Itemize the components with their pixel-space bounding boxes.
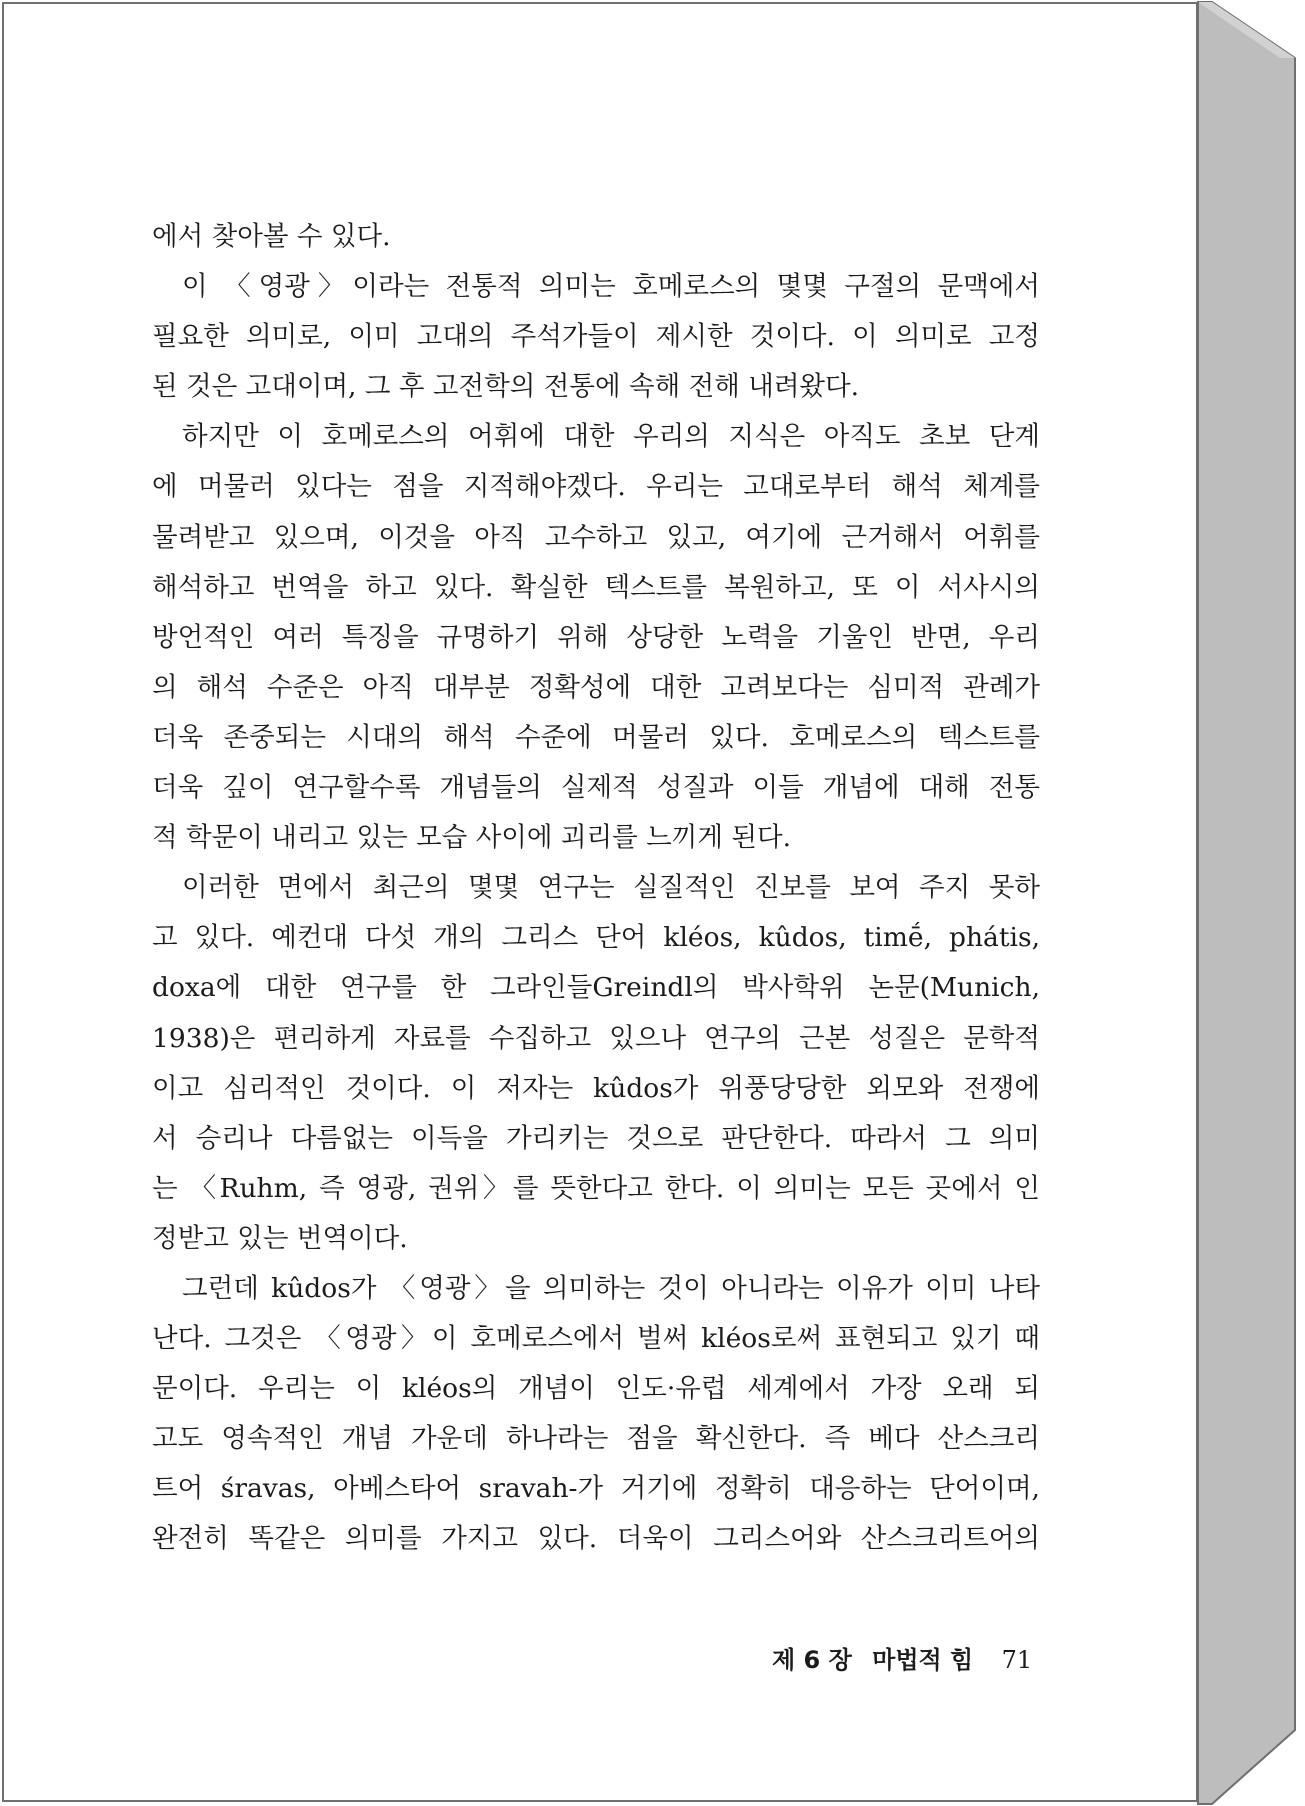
text-line: 문이다. 우리는 이 kléos의 개념이 인도·유럽 세계에서 가장 오래 되: [152, 1373, 1040, 1405]
text-line: 된 것은 고대이며, 그 후 고전학의 전통에 속해 전해 내려왔다.: [152, 371, 860, 403]
text-line: 방언적인 여러 특징을 규명하기 위해 상당한 노력을 기울인 반면, 우리: [152, 621, 1040, 653]
text-line: 정받고 있는 번역이다.: [152, 1222, 408, 1254]
text-line: 1938)은 편리하게 자료를 수집하고 있으나 연구의 근본 성질은 문학적: [152, 1022, 1040, 1054]
text-line: doxa에 대한 연구를 한 그라인들Greindl의 박사학위 논문(Munich,: [152, 972, 1040, 1004]
text-line: 적 학문이 내리고 있는 모습 사이에 괴리를 느끼게 된다.: [152, 822, 791, 854]
text-line: 완전히 똑같은 의미를 가지고 있다. 더욱이 그리스어와 산스크리트어의: [152, 1523, 1040, 1555]
text-line: 더욱 깊이 연구할수록 개념들의 실제적 성질과 이들 개념에 대해 전통: [152, 772, 1040, 804]
text-line: 에서 찾아볼 수 있다.: [152, 221, 391, 252]
text-line: 에 머물러 있다는 점을 지적해야겠다. 우리는 고대로부터 해석 체계를: [152, 471, 1040, 503]
text-line: 고도 영속적인 개념 가운데 하나라는 점을 확신한다. 즉 베다 산스크리: [152, 1423, 1040, 1455]
text-line: 난다. 그것은 〈영광〉이 호메로스에서 벌써 kléos로써 표현되고 있기 때: [152, 1323, 1040, 1355]
body-text: [152, 212, 1040, 1565]
text-line: 의 해석 수준은 아직 대부분 정확성에 대한 고려보다는 심미적 관례가: [152, 671, 1040, 703]
text-line: 이고 심리적인 것이다. 이 저자는 kûdos가 위풍당당한 외모와 전쟁에: [152, 1072, 1040, 1104]
text-line: 이 〈영광〉이라는 전통적 의미는 호메로스의 몇몇 구절의 문맥에서: [182, 271, 1040, 303]
text-line: 더욱 존중되는 시대의 해석 수준에 머물러 있다. 호메로스의 텍스트를: [152, 721, 1040, 753]
text-line: 고 있다. 예컨대 다섯 개의 그리스 단어 kléos, kûdos, timḗ, phátis,: [152, 922, 1040, 954]
text-line: 는 〈Ruhm, 즉 영광, 권위〉를 뜻한다고 한다. 이 의미는 모든 곳에서 인: [152, 1172, 1040, 1204]
text-line: 해석하고 번역을 하고 있다. 확실한 텍스트를 복원하고, 또 이 서사시의: [152, 571, 1040, 603]
text-line: 물려받고 있으며, 이것을 아직 고수하고 있고, 여기에 근거해서 어휘를: [152, 521, 1040, 553]
chapter-title: 마법적 힘: [872, 1646, 974, 1674]
page-footer: [772, 1640, 1072, 1676]
chapter-number: 제 6 장: [772, 1646, 852, 1674]
text-line: 이러한 면에서 최근의 몇몇 연구는 실질적인 진보를 보여 주지 못하: [182, 872, 1040, 904]
text-line: 트어 śravas, 아베스타어 sravah-가 거기에 정확히 대응하는 단어이며,: [152, 1473, 1040, 1505]
text-line: 그런데 kûdos가 〈영광〉을 의미하는 것이 아니라는 이유가 이미 나타: [182, 1272, 1040, 1304]
text-line: 하지만 이 호메로스의 어휘에 대한 우리의 지식은 아직도 초보 단계: [182, 421, 1040, 453]
text-line: 필요한 의미로, 이미 고대의 주석가들이 제시한 것이다. 이 의미로 고정: [152, 321, 1040, 353]
page-number: 71: [1001, 1646, 1033, 1674]
text-line: 서 승리나 다름없는 이득을 가리키는 것으로 판단한다. 따라서 그 의미: [152, 1122, 1040, 1154]
